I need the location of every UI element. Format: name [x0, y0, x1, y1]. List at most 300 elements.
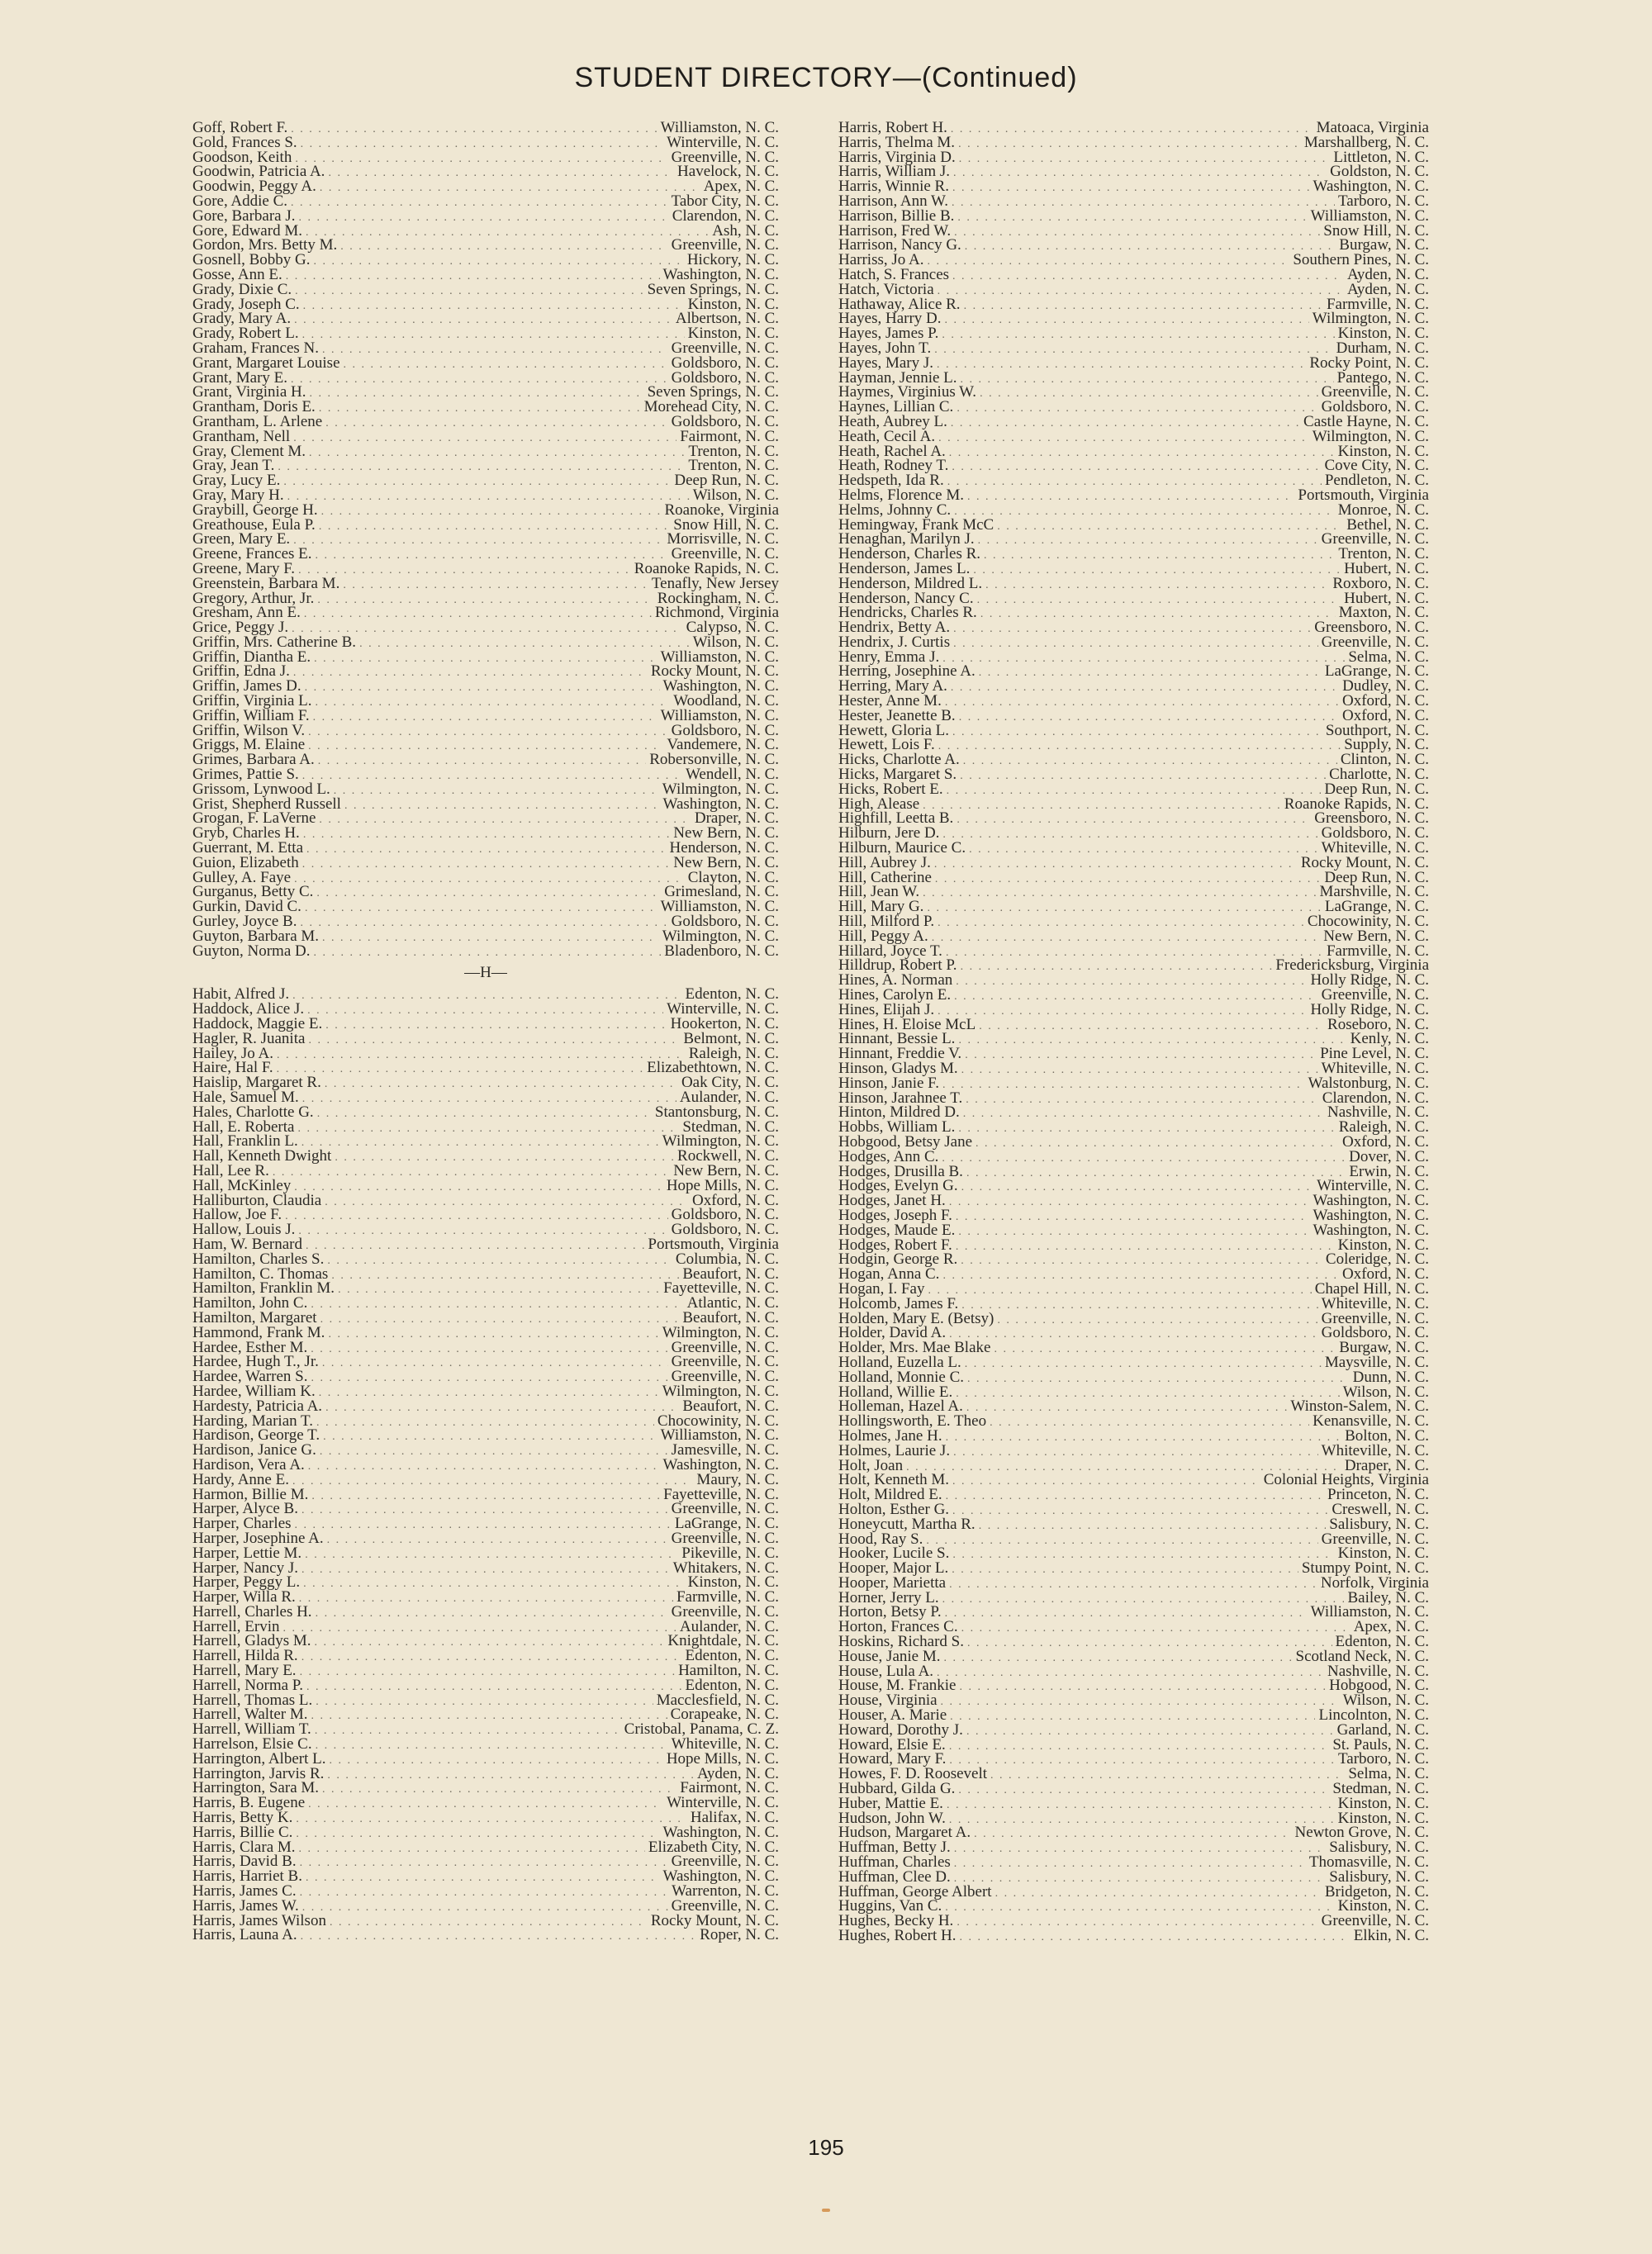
student-name: Harding, Marian T.: [192, 1412, 313, 1430]
hometown: Greenville, N. C.: [671, 148, 779, 166]
leader-dots: [979, 1519, 1327, 1534]
hometown: Winston-Salem, N. C.: [1290, 1397, 1429, 1416]
directory-entry: [192, 356, 779, 371]
hometown: Newton Grove, N. C.: [1294, 1824, 1429, 1842]
leader-dots: [302, 1900, 668, 1915]
student-name: Griffin, Virginia L.: [192, 692, 312, 710]
leader-dots: [291, 196, 668, 211]
leader-dots: [942, 652, 1345, 667]
student-name: Guyton, Norma D.: [192, 942, 311, 960]
student-name: Harper, Willa R.: [192, 1588, 296, 1606]
hometown: Norfolk, Virginia: [1320, 1573, 1429, 1592]
student-name: Hobbs, William L.: [838, 1118, 956, 1136]
student-name: Grady, Mary A.: [192, 310, 292, 328]
hometown: Oak City, N. C.: [681, 1074, 779, 1092]
hometown: Tabor City, N. C.: [671, 192, 779, 210]
hometown: Williamston, N. C.: [660, 648, 779, 666]
hometown: Clayton, N. C.: [687, 868, 779, 886]
leader-dots: [969, 842, 1318, 857]
leader-dots: [950, 1710, 1315, 1725]
student-name: Hughes, Becky H.: [838, 1912, 954, 1930]
student-name: Haire, Hal F.: [192, 1059, 273, 1077]
leader-dots: [321, 505, 662, 520]
student-name: Gray, Mary H.: [192, 486, 284, 504]
student-name: Guion, Elizabeth: [192, 853, 299, 871]
hometown: Ayden, N. C.: [1346, 265, 1429, 283]
student-name: Heath, Aubrey L.: [838, 412, 947, 430]
hometown: Walstonburg, N. C.: [1308, 1074, 1429, 1092]
student-name: Horner, Jerry L.: [838, 1588, 939, 1606]
student-name: Gore, Edward M.: [192, 221, 302, 240]
leader-dots: [985, 578, 1329, 593]
student-name: Holland, Euzella L.: [838, 1353, 961, 1371]
hometown: Wilson, N. C.: [1342, 1692, 1429, 1710]
student-name: Harrell, Norma P.: [192, 1676, 304, 1694]
student-name: Graybill, George H.: [192, 501, 318, 519]
directory-entry: [192, 1029, 779, 1047]
student-name: Harper, Nancy J.: [192, 1559, 298, 1577]
leader-dots: [961, 1298, 1317, 1313]
directory-entry: [838, 1370, 1429, 1385]
student-name: Harrell, Mary E.: [192, 1662, 297, 1680]
student-name: Henaghan, Marilyn J.: [838, 530, 975, 548]
hometown: Wilson, N. C.: [1342, 1383, 1429, 1401]
hometown: Pantego, N. C.: [1336, 368, 1429, 387]
hometown: Winterville, N. C.: [1317, 1177, 1429, 1195]
directory-entry: [192, 1399, 779, 1414]
student-name: Harris, Robert H.: [838, 119, 947, 136]
hometown: Garland, N. C.: [1336, 1720, 1429, 1739]
leader-dots: [957, 211, 1307, 225]
hometown: Tarboro, N. C.: [1337, 1750, 1429, 1768]
hometown: Greenville, N. C.: [671, 545, 779, 563]
student-name: Goodson, Keith: [192, 148, 292, 166]
hometown: Salisbury, N. C.: [1329, 1515, 1429, 1533]
hometown: New Bern, N. C.: [1323, 927, 1429, 945]
directory-entry: [192, 429, 779, 444]
leader-dots: [314, 652, 657, 667]
hometown: Williamston, N. C.: [660, 898, 779, 916]
leader-dots: [308, 725, 667, 740]
leader-dots: [959, 152, 1331, 167]
hometown: Colonial Heights, Virginia: [1263, 1471, 1429, 1489]
leader-dots: [974, 1827, 1291, 1842]
student-name: Habit, Alfred J.: [192, 985, 290, 1004]
directory-entry: [838, 429, 1429, 444]
leader-dots: [953, 622, 1311, 637]
student-name: Hailey, Jo A.: [192, 1044, 273, 1062]
hometown: Bailey, N. C.: [1347, 1588, 1429, 1606]
student-name: Hines, Carolyn E.: [838, 986, 952, 1004]
leader-dots: [960, 769, 1326, 784]
student-name: Hughes, Robert H.: [838, 1927, 957, 1945]
hometown: Morrisville, N. C.: [667, 530, 779, 548]
leader-dots: [301, 1503, 668, 1518]
hometown: Oxford, N. C.: [691, 1191, 779, 1209]
hometown: Goldsboro, N. C.: [671, 412, 779, 430]
student-name: Grantham, L. Arlene: [192, 412, 323, 430]
leader-dots: [946, 1489, 1324, 1504]
leader-dots: [325, 416, 667, 431]
leader-dots: [278, 460, 685, 475]
student-name: Greathouse, Eula P.: [192, 515, 316, 534]
hometown: Winterville, N. C.: [667, 1000, 779, 1018]
student-name: Hayes, Harry D.: [838, 310, 942, 328]
section-h-continued-list: [838, 121, 1429, 1943]
leader-dots: [954, 505, 1335, 520]
student-name: Heath, Cecil A.: [838, 427, 936, 445]
leader-dots: [952, 1548, 1334, 1563]
paper-mark: [822, 2209, 830, 2212]
hometown: Kenansville, N. C.: [1313, 1412, 1429, 1431]
leader-dots: [298, 563, 631, 578]
leader-dots: [923, 799, 1281, 814]
student-name: Harris, David B.: [192, 1853, 297, 1871]
student-name: Gore, Addie C.: [192, 192, 288, 210]
student-name: Harris, Launa A.: [192, 1926, 297, 1944]
student-name: Huffman, George Albert: [838, 1882, 992, 1900]
leader-dots: [945, 1606, 1308, 1621]
directory-entry: [192, 1252, 779, 1267]
student-name: Harris, Billie C.: [192, 1823, 293, 1841]
leader-dots: [301, 137, 663, 152]
student-name: Greene, Mary F.: [192, 559, 296, 577]
leader-dots: [330, 1915, 648, 1930]
hometown: Fairmont, N. C.: [680, 1779, 779, 1797]
hometown: Winterville, N. C.: [667, 133, 779, 151]
hometown: Wilmington, N. C.: [1312, 310, 1429, 328]
leader-dots: [344, 799, 660, 814]
hometown: Wilmington, N. C.: [1312, 427, 1429, 445]
hometown: Beaufort, N. C.: [682, 1308, 779, 1326]
student-name: Harrell, William T.: [192, 1720, 311, 1739]
leader-dots: [307, 1004, 663, 1018]
leader-dots: [340, 240, 667, 254]
directory-entry: [192, 206, 779, 225]
leader-dots: [303, 299, 685, 314]
hometown: Goldsboro, N. C.: [1321, 1324, 1429, 1342]
hometown: Woodland, N. C.: [673, 692, 779, 710]
leader-dots: [320, 181, 700, 196]
student-name: Grimes, Pattie S.: [192, 766, 299, 784]
leader-dots: [952, 181, 1310, 196]
hometown: Oxford, N. C.: [1341, 1265, 1429, 1284]
leader-dots: [335, 1151, 674, 1165]
student-name: Hooper, Marietta: [838, 1573, 947, 1592]
student-name: Harper, Charles: [192, 1515, 292, 1533]
leader-dots: [299, 1842, 645, 1857]
hometown: Bladenboro, N. C.: [664, 942, 779, 960]
leader-dots: [305, 1548, 678, 1563]
hometown: Littleton, N. C.: [1333, 148, 1429, 166]
directory-entry: [192, 503, 779, 518]
student-name: Harris, Clara M.: [192, 1838, 296, 1856]
student-name: Harper, Peggy L.: [192, 1573, 301, 1592]
leader-dots: [306, 1680, 682, 1695]
directory-entry: [838, 1796, 1429, 1811]
hometown: Tenafly, New Jersey: [651, 574, 779, 592]
hometown: Salisbury, N. C.: [1329, 1867, 1429, 1886]
hometown: Fayetteville, N. C.: [663, 1485, 779, 1503]
leader-dots: [320, 1445, 668, 1459]
directory-entry: [838, 1223, 1429, 1238]
leader-dots: [320, 1312, 680, 1327]
hometown: Kinston, N. C.: [1337, 1897, 1429, 1915]
student-name: Holmes, Jane H.: [838, 1426, 942, 1445]
leader-dots: [942, 328, 1334, 343]
hometown: Stumpy Point, N. C.: [1301, 1559, 1429, 1578]
hometown: Deep Run, N. C.: [674, 472, 779, 490]
hometown: Calypso, N. C.: [686, 619, 779, 637]
hometown: Cove City, N. C.: [1324, 457, 1429, 475]
leader-dots: [938, 431, 1309, 446]
hometown: Knightdale, N. C.: [667, 1632, 779, 1650]
student-name: Hamilton, Margaret: [192, 1308, 317, 1326]
student-name: Hooker, Lucile S.: [838, 1545, 950, 1563]
hometown: Robersonville, N. C.: [649, 751, 779, 769]
leader-dots: [311, 1298, 683, 1312]
student-name: Gordon, Mrs. Betty M.: [192, 236, 338, 254]
hometown: Greenville, N. C.: [1321, 1309, 1429, 1327]
leader-dots: [938, 916, 1304, 931]
leader-dots: [294, 872, 685, 887]
hometown: Maury, N. C.: [696, 1470, 779, 1488]
leader-dots: [927, 254, 1289, 269]
leader-dots: [995, 1886, 1322, 1901]
student-name: Holt, Joan: [838, 1456, 904, 1474]
directory-entry: [192, 1928, 779, 1943]
hometown: Macclesfield, N. C.: [656, 1691, 779, 1709]
hometown: Wilmington, N. C.: [662, 1132, 779, 1151]
student-name: Hedspeth, Ida R.: [838, 472, 944, 490]
hometown: Marshallberg, N. C.: [1303, 133, 1429, 151]
hometown: Greenville, N. C.: [671, 1500, 779, 1518]
hometown: Raleigh, N. C.: [1338, 1118, 1429, 1136]
leader-dots: [300, 916, 667, 931]
student-name: Hallow, Joe F.: [192, 1206, 282, 1224]
hometown: Edenton, N. C.: [1335, 1633, 1429, 1651]
hometown: Seven Springs, N. C.: [647, 383, 779, 401]
student-name: Harris, Thelma M.: [838, 133, 956, 151]
student-name: Hines, H. Eloise McL: [838, 1015, 976, 1033]
student-name: Graham, Frances N.: [192, 339, 320, 357]
student-name: Haddock, Maggie E.: [192, 1015, 323, 1033]
leader-dots: [949, 446, 1335, 461]
student-name: Harrington, Sara M.: [192, 1779, 320, 1797]
leader-dots: [966, 1093, 1319, 1108]
leader-dots: [319, 813, 691, 828]
student-name: Hewett, Lois F.: [838, 736, 935, 754]
hometown: Selma, N. C.: [1348, 648, 1429, 666]
hometown: Hubert, N. C.: [1344, 589, 1429, 607]
hometown: Whitakers, N. C.: [672, 1559, 779, 1577]
leader-dots: [980, 607, 1336, 622]
leader-dots: [952, 196, 1335, 211]
hometown: Ayden, N. C.: [1346, 280, 1429, 298]
student-name: Hester, Anne M.: [838, 692, 942, 710]
student-name: Herring, Josephine A.: [838, 662, 976, 681]
student-name: House, Lula A.: [838, 1662, 934, 1680]
leader-dots: [317, 1107, 652, 1122]
directory-entry: [838, 282, 1429, 297]
leader-dots: [334, 784, 659, 799]
student-name: Hinnant, Freddie V.: [838, 1045, 962, 1063]
student-name: Harrison, Billie B.: [838, 206, 955, 225]
leader-dots: [938, 1004, 1307, 1019]
leader-dots: [309, 387, 643, 401]
leader-dots: [934, 857, 1298, 872]
leader-dots: [961, 373, 1334, 387]
leader-dots: [965, 240, 1336, 254]
student-name: Huggins, Van C.: [838, 1897, 942, 1915]
leader-dots: [958, 1225, 1309, 1240]
student-name: Hodges, Maude E.: [838, 1221, 956, 1239]
hometown: Pikeville, N. C.: [681, 1544, 779, 1562]
hometown: Roxboro, N. C.: [1332, 574, 1429, 592]
hometown: Farmville, N. C.: [1326, 942, 1429, 960]
hometown: Corapeake, N. C.: [670, 1706, 779, 1724]
leader-dots: [979, 666, 1322, 681]
directory-entry: [192, 574, 779, 592]
leader-dots: [325, 1401, 679, 1416]
student-name: Hamilton, John C.: [192, 1294, 308, 1312]
hometown: Whiteville, N. C.: [1321, 1060, 1429, 1077]
hometown: Draper, N. C.: [694, 809, 779, 828]
hometown: Lincolnton, N. C.: [1318, 1706, 1429, 1725]
leader-dots: [953, 1445, 1318, 1460]
leader-dots: [323, 1430, 657, 1445]
hometown: Snow Hill, N. C.: [1323, 221, 1429, 240]
directory-entry: [838, 356, 1429, 371]
leader-dots: [296, 1812, 687, 1827]
leader-dots: [949, 1327, 1318, 1342]
hometown: Chocowinity, N. C.: [657, 1412, 779, 1430]
student-name: Huffman, Clee D.: [838, 1867, 951, 1886]
hometown: Albertson, N. C.: [675, 310, 779, 328]
student-name: Gulley, A. Faye: [192, 868, 292, 886]
leader-dots: [296, 1827, 659, 1842]
leader-dots: [927, 901, 1321, 916]
hometown: Draper, N. C.: [1344, 1456, 1429, 1474]
leader-dots: [322, 1782, 676, 1797]
hometown: Rockwell, N. C.: [677, 1147, 779, 1165]
leader-dots: [926, 1534, 1317, 1549]
leader-dots: [315, 1635, 665, 1650]
leader-dots: [301, 1563, 670, 1578]
student-name: Howes, F. D. Roosevelt: [838, 1765, 988, 1783]
leader-dots: [954, 225, 1320, 240]
student-name: Greene, Frances E.: [192, 545, 312, 563]
hometown: Washington, N. C.: [662, 795, 779, 813]
leader-dots: [935, 872, 1321, 887]
leader-dots: [984, 548, 1335, 563]
student-name: Hardison, Vera A.: [192, 1455, 305, 1473]
hometown: Whiteville, N. C.: [671, 1735, 779, 1753]
student-name: Harmon, Billie M.: [192, 1485, 309, 1503]
student-name: Hendricks, Charles R.: [838, 604, 977, 622]
hometown: Seven Springs, N. C.: [647, 280, 779, 298]
hometown: St. Pauls, N. C.: [1332, 1735, 1429, 1753]
hometown: Aulander, N. C.: [679, 1089, 779, 1106]
student-name: Hayman, Jennie L.: [838, 368, 957, 387]
student-name: Gore, Barbara J.: [192, 206, 296, 225]
leader-dots: [306, 842, 667, 857]
student-name: Holleman, Hazel A.: [838, 1397, 963, 1416]
student-name: Hemingway, Frank McC: [838, 515, 995, 534]
hometown: Goldsboro, N. C.: [671, 1206, 779, 1224]
student-name: Ham, W. Bernard: [192, 1235, 302, 1253]
hometown: Washington, N. C.: [662, 265, 779, 283]
student-name: Grady, Robert L.: [192, 325, 299, 343]
student-name: Green, Mary E.: [192, 530, 291, 548]
leader-dots: [319, 401, 641, 416]
student-name: Griffin, William F.: [192, 706, 310, 724]
student-name: Huber, Mattie E.: [838, 1794, 943, 1812]
student-name: Helms, Johnny C.: [838, 501, 952, 519]
hometown: Kinston, N. C.: [687, 325, 779, 343]
leader-dots: [952, 1563, 1298, 1578]
hometown: Deep Run, N. C.: [1324, 868, 1429, 886]
hometown: Greenville, N. C.: [671, 1353, 779, 1371]
hometown: Hope Mills, N. C.: [666, 1176, 779, 1194]
student-name: Harrington, Jarvis R.: [192, 1764, 325, 1782]
hometown: Rocky Point, N. C.: [1309, 354, 1429, 372]
student-name: Harrell, Hilda R.: [192, 1647, 298, 1665]
leader-dots: [300, 1886, 669, 1900]
leader-dots: [961, 1180, 1314, 1195]
hometown: Washington, N. C.: [1313, 1192, 1429, 1210]
hometown: Pine Level, N. C.: [1320, 1045, 1429, 1063]
leader-dots: [997, 1313, 1317, 1328]
leader-dots: [293, 666, 648, 681]
hometown: Rocky Mount, N. C.: [650, 662, 779, 681]
hometown: Stantonsburg, N. C.: [654, 1103, 779, 1121]
hometown: Williamston, N. C.: [1310, 206, 1429, 225]
hometown: Trenton, N. C.: [688, 457, 779, 475]
leader-dots: [953, 637, 1318, 652]
hometown: Beaufort, N. C.: [682, 1397, 779, 1415]
student-name: Hobgood, Betsy Jane: [838, 1132, 973, 1151]
directory-entry: [838, 1929, 1429, 1943]
student-name: Hatch, Victoria: [838, 280, 934, 298]
leader-dots: [952, 1474, 1260, 1489]
hometown: Greenville, N. C.: [1321, 530, 1429, 548]
leader-dots: [967, 1636, 1332, 1651]
student-name: Hodges, Joseph F.: [838, 1206, 952, 1224]
leader-dots: [942, 1151, 1346, 1166]
hometown: Cristobal, Panama, C. Z.: [624, 1720, 779, 1739]
hometown: Goldsboro, N. C.: [1321, 824, 1429, 842]
student-name: Hill, Jean W.: [838, 883, 920, 901]
hometown: Havelock, N. C.: [677, 163, 779, 181]
student-name: Halliburton, Claudia: [192, 1191, 322, 1209]
hometown: Holly Ridge, N. C.: [1310, 971, 1429, 989]
directory-entry: [838, 1076, 1429, 1091]
student-name: Harriss, Jo A.: [838, 251, 924, 269]
hometown: Goldsboro, N. C.: [671, 368, 779, 387]
leader-dots: [338, 1283, 660, 1298]
hometown: Rockingham, N. C.: [657, 589, 779, 607]
leader-dots: [958, 1033, 1346, 1048]
student-name: Hall, Kenneth Dwight: [192, 1147, 332, 1165]
hometown: Farmville, N. C.: [1326, 295, 1429, 313]
student-name: Hoskins, Richard S.: [838, 1633, 964, 1651]
hometown: Greenville, N. C.: [1321, 633, 1429, 651]
leader-dots: [961, 960, 1273, 975]
hometown: Stedman, N. C.: [682, 1118, 779, 1136]
directory-entry: [838, 929, 1429, 944]
hometown: Aulander, N. C.: [679, 1617, 779, 1635]
